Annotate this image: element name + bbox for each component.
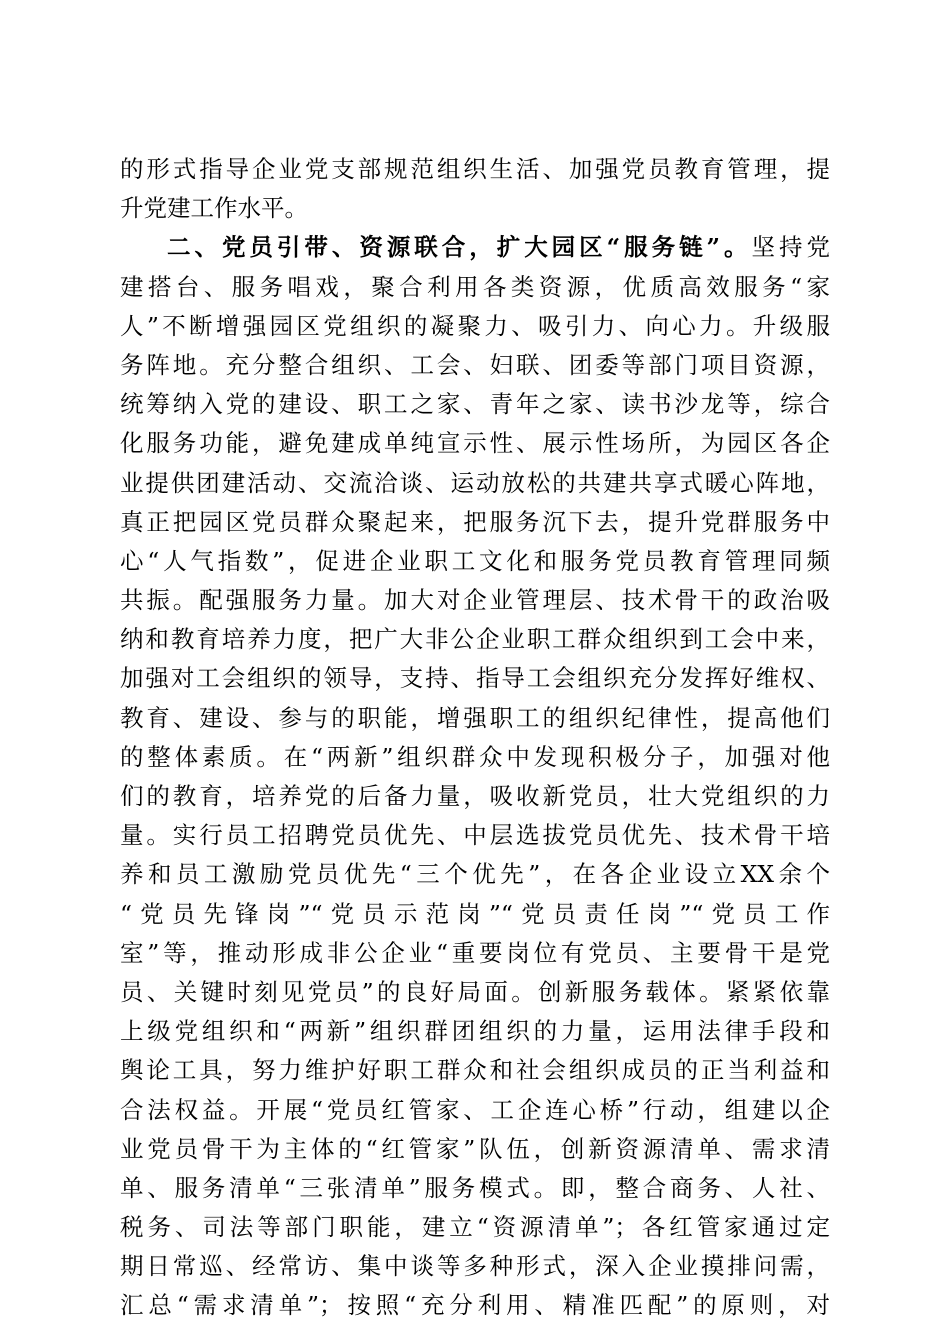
heading-line-rest: 坚持党	[751, 233, 831, 262]
paragraph-line: 加强对工会组织的领导，支持、指导工会组织充分发挥好维权、	[120, 664, 830, 693]
document-body	[120, 150, 830, 1326]
section-heading: 二、党员引带、资源联合，扩大园区“服务链”。	[167, 233, 752, 262]
paragraph-line: 建搭台、服务唱戏，聚合利用各类资源，优质高效服务“家	[120, 272, 830, 301]
paragraph-line: 真正把园区党员群众聚起来，把服务沉下去，提升党群服务中	[120, 507, 830, 536]
paragraph-line: 员、关键时刻见党员”的良好局面。创新服务载体。紧紧依靠	[120, 977, 830, 1006]
paragraph-line: 的整体素质。在“两新”组织群众中发现积极分子，加强对他	[120, 742, 830, 771]
paragraph-line: 共振。配强服务力量。加大对企业管理层、技术骨干的政治吸	[120, 586, 830, 615]
paragraph-line: 业提供团建活动、交流洽谈、运动放松的共建共享式暖心阵地，	[120, 468, 830, 497]
paragraph-line: 期日常巡、经常访、集中谈等多种形式，深入企业摸排问需，	[120, 1252, 830, 1281]
paragraph-line: “党员先锋岗”“党员示范岗”“党员责任岗”“党员工作	[120, 899, 830, 928]
paragraph-line: 税务、司法等部门职能，建立“资源清单”；各红管家通过定	[120, 1213, 830, 1242]
paragraph-line: 养和员工激励党员优先“三个优先”，在各企业设立XX余个	[120, 860, 830, 889]
paragraph-line: 教育、建设、参与的职能，增强职工的组织纪律性，提高他们	[120, 703, 830, 732]
paragraph-line: 的形式指导企业党支部规范组织生活、加强党员教育管理，提	[120, 155, 830, 183]
paragraph-line: 上级党组织和“两新”组织群团组织的力量，运用法律手段和	[120, 1017, 830, 1046]
paragraph-line: 业党员骨干为主体的“红管家”队伍，创新资源清单、需求清	[120, 1134, 830, 1163]
paragraph-line: 们的教育，培养党的后备力量，吸收新党员，壮大党组织的力	[120, 782, 830, 810]
paragraph-line: 升党建工作水平。	[120, 194, 308, 223]
paragraph-line: 纳和教育培养力度，把广大非公企业职工群众组织到工会中来，	[120, 625, 830, 654]
paragraph-line: 化服务功能，避免建成单纯宣示性、展示性场所，为园区各企	[120, 429, 830, 458]
paragraph-line: 合法权益。开展“党员红管家、工企连心桥”行动，组建以企	[120, 1095, 830, 1124]
paragraph-line: 单、服务清单“三张清单”服务模式。即，整合商务、人社、	[120, 1173, 830, 1202]
paragraph-line: 务阵地。充分整合组织、工会、妇联、团委等部门项目资源，	[120, 350, 830, 379]
paragraph-line: 统筹纳入党的建设、职工之家、青年之家、读书沙龙等，综合	[120, 390, 830, 419]
paragraph-line: 心“人气指数”，促进企业职工文化和服务党员教育管理同频	[120, 546, 830, 575]
paragraph-line: 人”不断增强园区党组织的凝聚力、吸引力、向心力。升级服	[120, 311, 830, 340]
paragraph-line: 汇总“需求清单”；按照“充分利用、精准匹配”的原则，对	[120, 1291, 830, 1320]
paragraph-line: 室”等，推动形成非公企业“重要岗位有党员、主要骨干是党	[120, 938, 830, 967]
section-heading-line	[120, 228, 830, 267]
paragraph-line: 舆论工具，努力维护好职工群众和社会组织成员的正当利益和	[120, 1056, 830, 1085]
paragraph-line: 量。实行员工招聘党员优先、中层选拔党员优先、技术骨干培	[120, 821, 830, 850]
